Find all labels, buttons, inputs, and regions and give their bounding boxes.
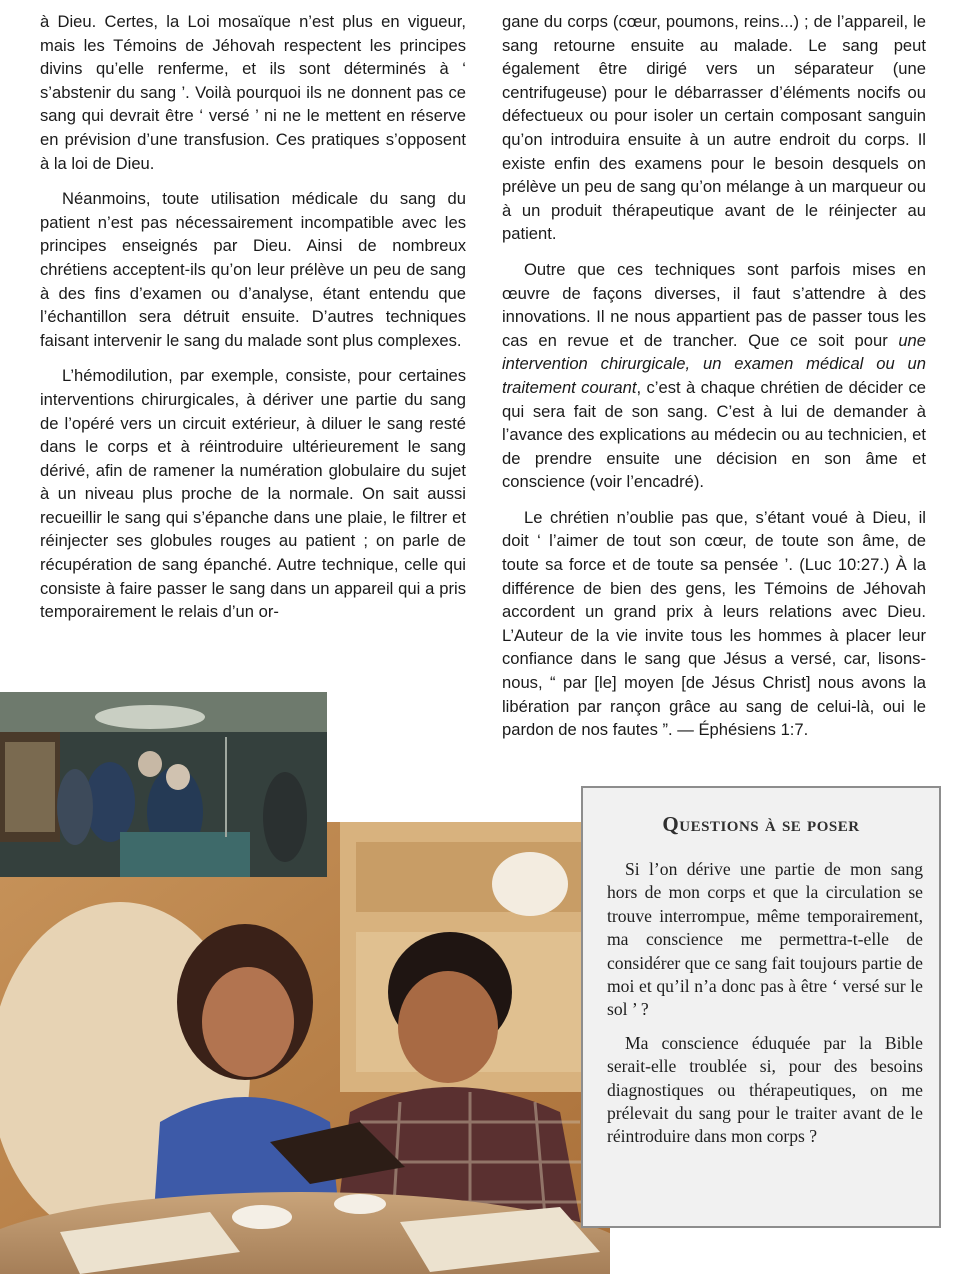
- couple-reading-photo: [0, 822, 610, 1274]
- right-text-column: [502, 10, 926, 754]
- left-text-column: [40, 10, 466, 636]
- question: Si l’on dérive une partie de mon sang hors de mon corps et que la circulation se trouve interrompue, même temporairement, ma conscience me permettra-t-elle de considérer que ce sang fait toujours partie de moi et qu’il n’a donc pas à être ‘ versé sur le sol ’ ?: [607, 859, 923, 1020]
- surgery-photo: [0, 692, 327, 877]
- paragraph-text: , c’est à chaque chrétien de décider ce qui sera fait de son sang. C’est à lui de demander à l’avance des explications au médecin ou au technicien, et de prendre ensuite une décision en son âme et conscience (voir l’encadré).: [502, 377, 926, 492]
- paragraph-text: Outre que ces techniques sont parfois mises en œuvre de façons diverses, il faut s’attendre à des innovations. Il ne nous appartient pas de passer tous les cas en revue et de trancher. Que ce soit pour: [502, 259, 926, 350]
- couple-reading-illustration: [0, 822, 610, 1274]
- box-body: [607, 858, 923, 1159]
- paragraph: Le chrétien n’oublie pas que, s’étant voué à Dieu, il doit ‘ l’aimer de tout son cœur, de toute son âme, de toute sa force et de toute sa pensée ’. (Luc 10:27.) À la différence de bien des gens, les Témoins de Jéhovah accordent un grand prix à leurs relations avec Dieu. L’Auteur de la vie invite tous les hommes à placer leur confiance dans le sang que Jésus a versé, car, lisons-nous, “ par [le] moyen [de Jésus Christ] nous avons la libération par rançon grâce au sang de celui-là, oui le pardon de nos fautes ”. — Éphésiens 1:7.: [502, 507, 926, 740]
- paragraph: Néanmoins, toute utilisation médicale du sang du patient n’est pas nécessairement incompatible avec les principes enseignés par Dieu. Ainsi de nombreux chrétiens acceptent-ils qu’on leur prélève un peu de sang à des fins d’examen ou d’analyse, étant entendu que l’échantillon sera détruit ensuite. D’autres techniques faisant intervenir le sang du malade sont plus complexes.: [40, 189, 466, 350]
- question: Ma conscience éduquée par la Bible serait-elle troublée si, pour des besoins diagnostiques ou thérapeutiques, on me prélevait du sang pour le traiter avant de le réintroduire dans mon corps ?: [607, 1032, 923, 1147]
- italic-phrase: une intervention chirurgicale, un examen médical ou un traitement courant: [502, 330, 926, 397]
- paragraph: [502, 258, 926, 494]
- paragraph: L’hémodilution, par exemple, consiste, pour certaines interventions chirurgicales, à dériver une partie du sang de l’opéré vers un circuit extérieur, à diluer le sang resté dans le corps et à réintroduire ultérieurement le sang dérivé, afin de ramener la numération globulaire du sujet à un niveau plus proche de la normale. On sait aussi recueillir le sang qui s’épanche dans une plaie, le filtrer et réinjecter ses globules rouges au patient ; on parle de récupération de sang épanché. Autre technique, celle qui consiste à faire passer le sang dans un appareil qui a pris temporairement le relais d’un or-: [40, 366, 466, 622]
- box-title: Questions à se poser: [662, 812, 860, 836]
- questions-box: [581, 786, 941, 1228]
- surgery-illustration: [0, 692, 327, 877]
- paragraph: gane du corps (cœur, poumons, reins...) ; de l’appareil, le sang retourne ensuite au malade. Le sang peut également être dirigé vers un séparateur (une centrifugeuse) pour le débarrasser d’éléments nocifs ou défectueux ou pour isoler un certain composant sanguin qu’on introduira ensuite à un autre endroit du corps. Il existe enfin des examens pour le besoin desquels on prélève un peu de sang qu’on mélange à un marqueur ou à un produit thérapeutique avant de le réinjecter au patient.: [502, 12, 926, 244]
- paragraph: à Dieu. Certes, la Loi mosaïque n’est plus en vigueur, mais les Témoins de Jéhovah respectent les principes divins qu’elle renferme, et ils sont déterminés à ‘ s’abstenir du sang ’. Voilà pourquoi ils ne donnent pas ce sang qui devrait être ‘ versé ’ ni ne le mettent en réserve en prévision d’une transfusion. Ces pratiques s’opposent à la loi de Dieu.: [40, 12, 466, 173]
